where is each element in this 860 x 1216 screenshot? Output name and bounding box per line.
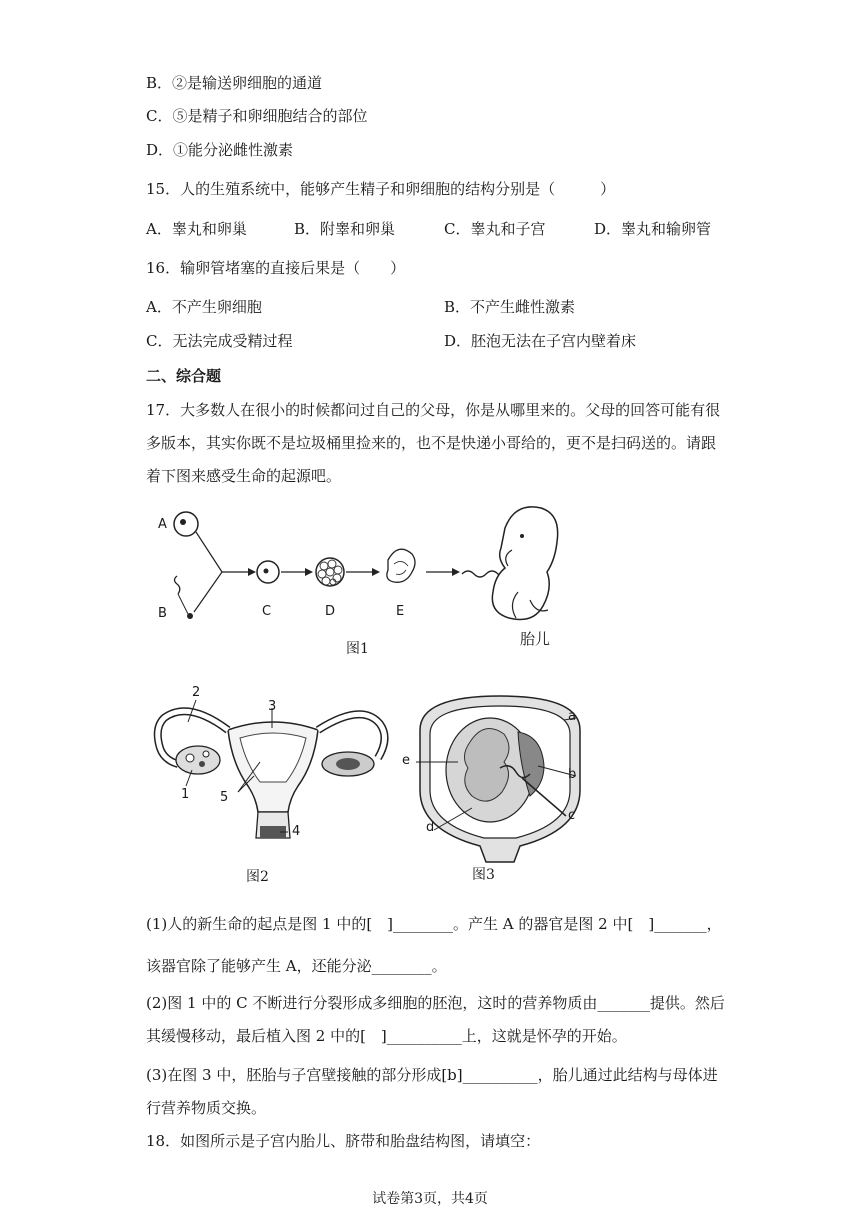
fig1-label-c: C: [262, 604, 272, 619]
q17-intro-line1: 17．大多数人在很小的时候都问过自己的父母，你是从哪里来的。父母的回答可能有很: [146, 401, 721, 419]
fig3-label-b: b: [568, 767, 577, 782]
q17-part3-line1: (3)在图 3 中，胚胎与子宫壁接触的部分形成[b]__________，胎儿通过此结构与母体进: [146, 1066, 718, 1084]
fig1-label-d: D: [325, 604, 336, 619]
q15-option-d: D．睾丸和输卵管: [594, 220, 712, 238]
fig2-label-4: 4: [292, 824, 301, 839]
q17-part2-line2: 其缓慢移动，最后植入图 2 中的[ ]__________上，这就是怀孕的开始。: [146, 1027, 627, 1045]
fig2-label-3: 3: [268, 699, 277, 714]
q17-part1-line2: 该器官除了能够产生 A，还能分泌________。: [146, 957, 447, 975]
fig2-caption: 图2: [246, 869, 269, 885]
fig2-label-1: 1: [181, 787, 190, 802]
q14-option-b: B．②是输送卵细胞的通道: [146, 74, 323, 92]
fig2-label-2: 2: [192, 685, 201, 700]
figure-2-reproductive-system: [148, 690, 398, 860]
q14-option-c: C．⑤是精子和卵细胞结合的部位: [146, 107, 368, 125]
q18-stem: 18．如图所示是子宫内胎儿、脐带和胎盘结构图，请填空：: [146, 1132, 541, 1150]
q17-part3-line2: 行营养物质交换。: [146, 1099, 267, 1117]
q16-option-c: C．无法完成受精过程: [146, 332, 293, 350]
fig3-label-d: d: [426, 820, 435, 835]
q14-option-d: D．①能分泌雌性激素: [146, 141, 294, 159]
q17-intro-line2: 多版本，其实你既不是垃圾桶里捡来的，也不是快递小哥给的，更不是扫码送的。请跟: [146, 434, 717, 452]
q15-option-c: C．睾丸和子宫: [444, 220, 546, 238]
fig3-label-c: c: [568, 808, 576, 823]
section-heading: 二、综合题: [146, 367, 222, 385]
fig2-label-5: 5: [220, 790, 229, 805]
q16-option-d: D．胚泡无法在子宫内壁着床: [444, 332, 637, 350]
fig1-label-e: E: [396, 604, 405, 619]
q15-option-b: B．附睾和卵巢: [294, 220, 396, 238]
q16-option-a: A．不产生卵细胞: [146, 298, 262, 316]
fig1-label-a: A: [158, 517, 167, 532]
fig3-caption: 图3: [472, 867, 495, 883]
q15-stem: 15．人的生殖系统中，能够产生精子和卵细胞的结构分别是（ ）: [146, 180, 616, 198]
q16-stem: 16．输卵管堵塞的直接后果是（ ）: [146, 259, 406, 277]
fig1-caption: 图1: [346, 641, 369, 657]
fig3-label-a: a: [568, 709, 576, 724]
page-footer: 试卷第3页，共4页: [372, 1191, 488, 1207]
fig3-label-e: e: [402, 753, 410, 768]
q16-option-b: B．不产生雌性激素: [444, 298, 576, 316]
q17-intro-line3: 着下图来感受生命的起源吧。: [146, 467, 342, 485]
q15-option-a: A．睾丸和卵巢: [146, 220, 247, 238]
fig1-fetus-label: 胎儿: [520, 630, 551, 648]
fig1-label-b: B: [158, 606, 167, 621]
q17-part1-line1: (1)人的新生命的起点是图 1 中的[ ]________。产生 A 的器官是图 2 中[ ]_______，: [146, 915, 722, 933]
q17-part2-line1: (2)图 1 中的 C 不断进行分裂形成多细胞的胚泡，这时的营养物质由_______提供。然后: [146, 994, 725, 1012]
